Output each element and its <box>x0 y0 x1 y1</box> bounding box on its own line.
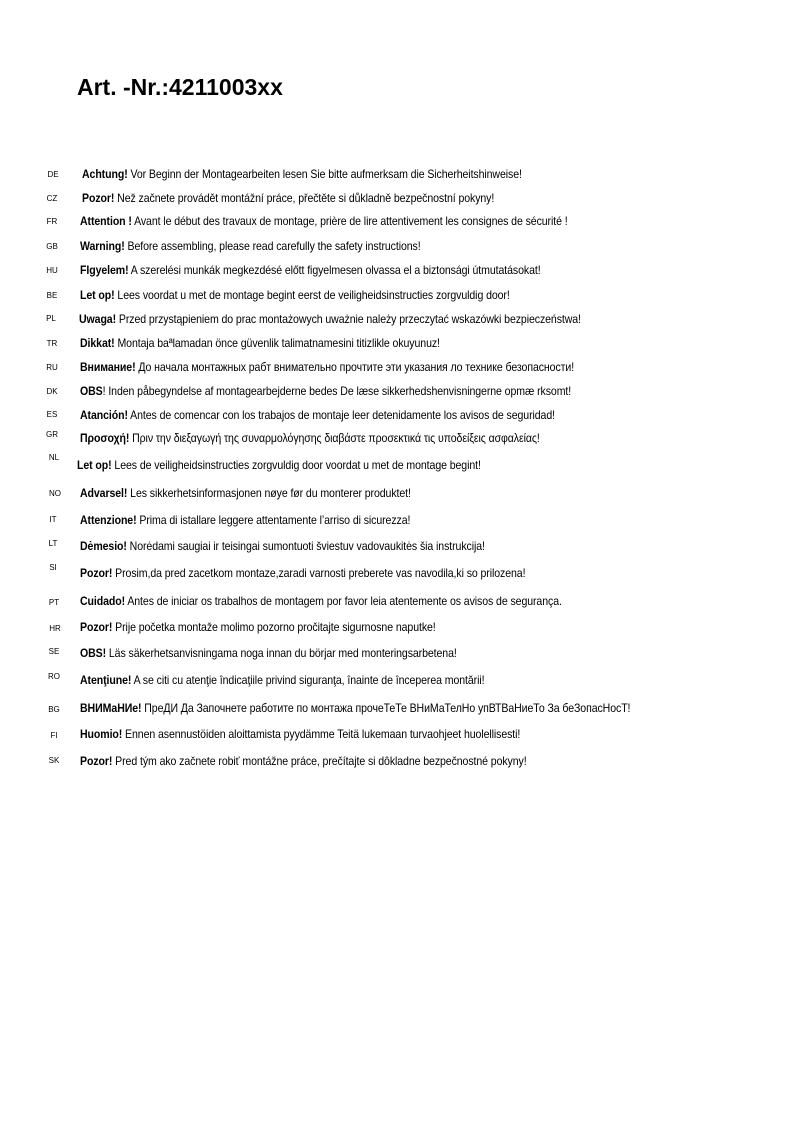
warning-text <box>80 726 520 742</box>
warning-row-de <box>0 166 802 186</box>
language-code: FI <box>50 731 58 740</box>
warning-text <box>80 700 630 716</box>
warning-message: Lees voordat u met de montage begint eerst de veiligheidsinstructies zorgvuldig door! <box>114 288 510 302</box>
language-code: BE <box>46 291 58 300</box>
warning-label: Dikkat! <box>80 336 115 350</box>
warning-row-fr <box>0 213 802 233</box>
language-code: PT <box>48 598 60 607</box>
warning-text <box>80 383 571 399</box>
warning-row-si <box>0 565 802 585</box>
warning-message: Before assembling, please read carefully the safety instructions! <box>124 239 421 253</box>
warning-message: A se citi cu atenţie îndicaţiile privind siguranţa, înainte de începerea montării! <box>131 673 485 687</box>
language-code: BG <box>48 705 60 714</box>
warning-label: ВНИМаНИе! <box>80 701 142 715</box>
warning-row-no <box>0 485 802 505</box>
warning-text <box>80 753 527 769</box>
warning-row-pl <box>0 311 802 331</box>
language-code: SI <box>49 563 57 572</box>
language-code: NL <box>48 453 60 462</box>
warning-label: Προσοχή! <box>80 431 130 445</box>
warning-row-be <box>0 287 802 307</box>
warning-message: Prima di istallare leggere attentamente l’arriso di sicurezza! <box>136 513 411 527</box>
warning-text <box>80 645 457 661</box>
warning-message: Πριν την διεξαγωγή της συναρμολόγησης διαβάστε προσεκτικά τις υποδείξεις ασφαλείας! <box>129 431 540 445</box>
warning-text <box>80 619 436 635</box>
warning-row-pt <box>0 593 802 613</box>
warning-label: Pozor! <box>80 566 113 580</box>
warning-row-gr <box>0 430 802 450</box>
warning-message: Antes de iniciar os trabalhos de montagem por favor leia atentemente os avisos de segurança. <box>125 594 562 608</box>
warning-row-nl <box>0 453 802 477</box>
warning-message: Antes de comencar con los trabajos de montaje leer detenidamente los avisos de seguridad! <box>127 408 555 422</box>
language-code: GR <box>46 430 58 439</box>
warning-text <box>80 538 485 554</box>
warning-message: Než začnete provádět montážní práce, přečtěte si důkladně bezpečnostní pokyny! <box>114 191 495 205</box>
language-code: NO <box>49 489 61 498</box>
language-code: PL <box>46 314 56 323</box>
warning-label: Let op! <box>80 288 115 302</box>
warning-row-sk <box>0 753 802 773</box>
warning-text <box>80 430 540 446</box>
language-code: ES <box>46 410 58 419</box>
warning-row-lt <box>0 538 802 558</box>
warning-text <box>80 359 574 375</box>
warning-label: Cuidado! <box>80 594 126 608</box>
warning-message: Norėdami saugiai ir teisingai sumontuoti šviestuv vadovaukitės šia instrukcija! <box>126 539 485 553</box>
warning-text <box>80 238 421 254</box>
warning-row-es <box>0 407 802 427</box>
warning-row-ro <box>0 672 802 692</box>
warning-label: Dėmesio! <box>80 539 127 553</box>
warning-message: Montaja baªlamadan önce güvenlik talimatnamesini titizlikle okuyunuz! <box>114 336 440 350</box>
warning-message: ПреДИ Да Започнете работите по монтажа прочеТеТе ВНиМаТелНо упВТВаНиеТо За беЗопасНосТ! <box>141 701 631 715</box>
warning-label: Advarsel! <box>80 486 128 500</box>
warning-message: Avant le début des travaux de montage, prière de lire attentivement les consignes de sécurité ! <box>131 214 568 228</box>
language-code: SE <box>48 647 60 656</box>
warning-label: Pozor! <box>82 191 115 205</box>
warning-text <box>80 335 440 351</box>
warning-message: Vor Beginn der Montagearbeiten lesen Sie bitte aufmerksam die Sicherheitshinweise! <box>127 167 522 181</box>
language-code: DE <box>47 170 59 179</box>
warning-message: Przed przystąpieniem do prac montażowych uważnie należy przeczytać wskazówki bezpieczeństwa! <box>116 312 581 326</box>
warning-text <box>80 485 411 501</box>
warning-message: Les sikkerhetsinformasjonen nøye før du monterer produktet! <box>127 486 411 500</box>
language-code: FR <box>46 217 58 226</box>
warning-row-fi <box>0 726 802 746</box>
warning-label: OBS <box>80 384 103 398</box>
language-code: IT <box>49 515 57 524</box>
language-code: RO <box>48 672 60 681</box>
warning-text <box>80 593 562 609</box>
language-code: HR <box>49 624 61 633</box>
warning-row-dk <box>0 383 802 403</box>
warning-message: Prije početka montaže molimo pozorno pročitajte sigurnosne naputke! <box>112 620 436 634</box>
language-code: CZ <box>46 194 58 203</box>
warning-message: Lees de veiligheidsinstructies zorgvuldig door voordat u met de montage begint! <box>111 458 481 472</box>
warning-message: A szerelési munkák megkezdésé előtt figyelmesen olvassa el a biztonsági útmutatásokat! <box>128 263 541 277</box>
warning-row-bg <box>0 700 802 720</box>
warning-text <box>80 407 555 423</box>
warning-row-gb <box>0 238 802 258</box>
warning-row-cz <box>0 190 802 210</box>
warning-label: Pozor! <box>80 620 113 634</box>
warning-row-hr <box>0 619 802 639</box>
article-number-title: Art. -Nr.:4211003xx <box>77 74 283 100</box>
warning-text <box>79 311 581 327</box>
warning-row-ru <box>0 359 802 379</box>
warning-row-hu <box>0 262 802 282</box>
warning-text <box>82 166 522 182</box>
language-code: LT <box>48 539 58 548</box>
warning-label: Pozor! <box>80 754 113 768</box>
language-code: SK <box>48 756 60 765</box>
warning-message: Prosim,da pred zacetkom montaze,zaradi varnosti preberete vas navodila,ki so prilozena! <box>112 566 526 580</box>
warning-row-se <box>0 645 802 665</box>
warning-text <box>80 213 568 229</box>
language-code: RU <box>46 363 58 372</box>
warning-message: Läs säkerhetsanvisningama noga innan du börjar med monteringsarbetena! <box>106 646 457 660</box>
warning-text <box>80 672 484 688</box>
warning-message: До начала монтажных рабт внимательно прочтите эти указания ло технике безопасности! <box>135 360 575 374</box>
warning-label: Attenzione! <box>80 513 137 527</box>
warning-row-tr <box>0 335 802 355</box>
warning-text <box>77 457 481 473</box>
warning-label: Attention ! <box>80 214 132 228</box>
warning-label: OBS! <box>80 646 107 660</box>
warning-message: Pred tým ako začnete robiť montážne práce, prečítajte si dôkladne bezpečnostné pokyny! <box>112 754 527 768</box>
warning-label: Let op! <box>77 458 112 472</box>
warning-label: Huomio! <box>80 727 123 741</box>
warning-message: Ennen asennustöiden aloittamista pyydämme Teitä lukemaan turvaohjeet huolellisesti! <box>122 727 521 741</box>
warning-label: Atanción! <box>80 408 128 422</box>
warning-message: ! Inden påbegyndelse af montagearbejderne bedes De læse sikkerhedshenvisningerne opmæ rksomt! <box>102 384 572 398</box>
warning-text <box>80 287 510 303</box>
warning-text <box>80 262 541 278</box>
language-code: TR <box>46 339 58 348</box>
warning-label: Uwaga! <box>79 312 117 326</box>
warning-row-it <box>0 512 802 532</box>
warning-label: Atenţiune! <box>80 673 132 687</box>
warning-label: FIgyelem! <box>80 263 129 277</box>
warning-label: Внимание! <box>80 360 136 374</box>
language-code: GB <box>46 242 58 251</box>
warning-label: Achtung! <box>82 167 128 181</box>
warning-text <box>80 565 525 581</box>
warning-text <box>80 512 410 528</box>
warning-text <box>82 190 494 206</box>
language-code: DK <box>46 387 58 396</box>
language-code: HU <box>46 266 58 275</box>
warning-label: Warning! <box>80 239 125 253</box>
